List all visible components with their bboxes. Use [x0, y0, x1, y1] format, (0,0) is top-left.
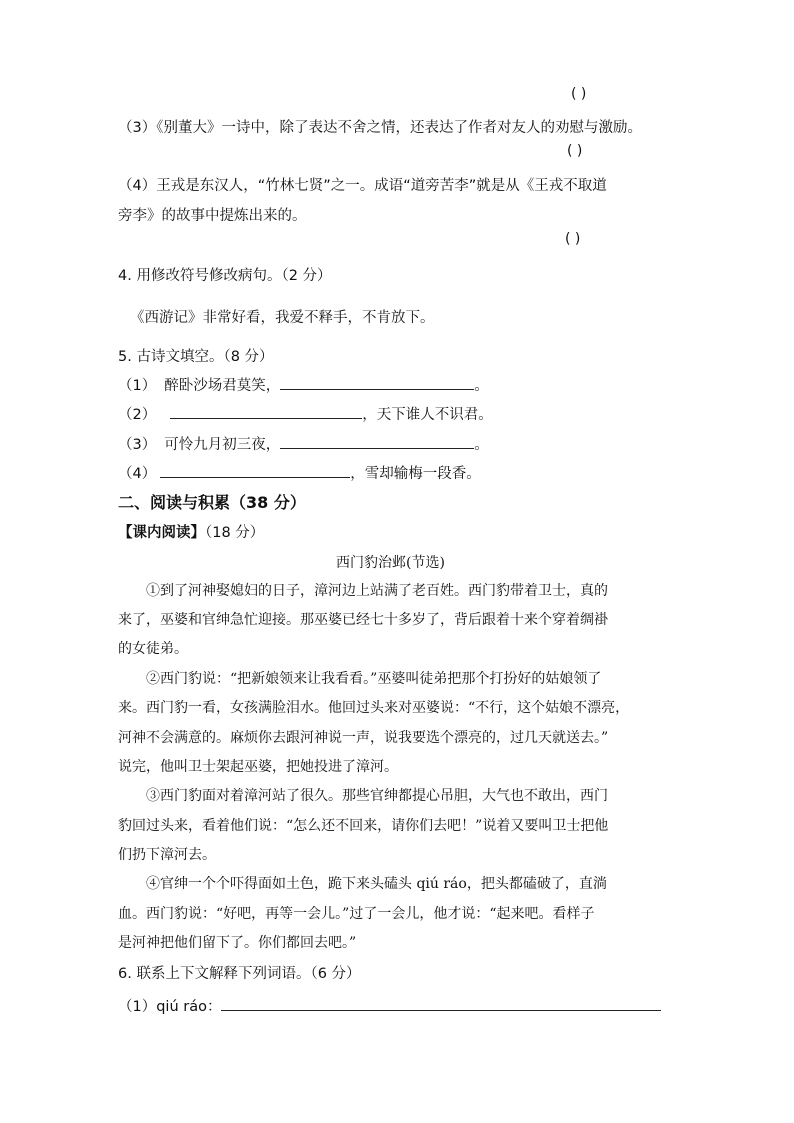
poem-text: 可怜九月初三夜，	[164, 437, 281, 453]
passage-title: 西门豹治邺(节选)	[336, 555, 445, 571]
passage-line: 河神不会满意的。麻烦你去跟河神说一声，说我要选个漂亮的，过几天就送去。”	[118, 730, 609, 746]
item-number: （3）	[118, 437, 157, 453]
passage-line: ④官绅一个个吓得面如土色，跪下来头磕头 qiú ráo，把头都磕破了，直淌	[146, 876, 607, 892]
fill-blank[interactable]	[160, 463, 350, 478]
poem-text: ，雪却输梅一段香。	[350, 466, 481, 482]
question-5-title: 5. 古诗文填空。（8 分）	[118, 349, 274, 365]
passage-line: 来了，巫婆和官绅急忙迎接。那巫婆已经七十多岁了，背后跟着十来个穿着绸褂	[118, 612, 608, 628]
poem-punct: 。	[474, 378, 489, 394]
question-6-title: 6. 联系上下文解释下列词语。（6 分）	[118, 966, 361, 982]
passage-line: ③西门豹面对着漳河站了很久。那些官绅都提心吊胆，大气也不敢出，西门	[146, 788, 608, 804]
item-number: （2）	[118, 407, 157, 423]
reading-label: 【课内阅读】	[118, 525, 205, 541]
item-label: （1）qiú ráo：	[118, 999, 222, 1015]
sick-sentence[interactable]: 《西游记》非常好看，我爱不释手，不肯放下。	[130, 310, 435, 326]
answer-paren-2[interactable]: ( )	[571, 86, 587, 102]
judgment-item-4-line2: 旁李》的故事中提炼出来的。	[118, 208, 307, 224]
passage-line: 豹回过头来，看着他们说：“怎么还不回来，请你们去吧！”说着又要叫卫士把他	[118, 818, 609, 834]
fill-blank[interactable]	[280, 434, 474, 449]
fill-blank[interactable]	[170, 404, 362, 419]
passage-line: 血。西门豹说：“好吧，再等一会儿。”过了一会儿，他才说：“起来吧。看样子	[118, 906, 595, 922]
fill-blank[interactable]	[280, 375, 474, 390]
poem-punct: 。	[474, 437, 489, 453]
item-number: （1）	[118, 378, 157, 394]
reading-score: （18 分）	[205, 525, 265, 541]
answer-line[interactable]	[221, 996, 661, 1011]
poem-fill-4	[118, 462, 481, 483]
passage-line: 是河神把他们留下了。你们都回去吧。”	[118, 935, 357, 951]
answer-paren-3[interactable]: ( )	[567, 143, 583, 159]
poem-fill-3	[118, 433, 489, 454]
question-4-title: 4. 用修改符号修改病句。（2 分）	[118, 268, 332, 284]
judgment-item-4-line1: （4）王戎是东汉人，“竹林七贤”之一。成语“道旁苦李”就是从《王戎不取道	[118, 178, 607, 194]
passage-line: ②西门豹说：“把新娘领来让我看看。”巫婆叫徒弟把那个打扮好的姑娘领了	[146, 671, 602, 687]
poem-fill-2	[118, 403, 493, 424]
section-2-title: 二、阅读与积累（38 分）	[118, 493, 306, 512]
passage-line: 们扔下漳河去。	[118, 847, 216, 863]
poem-text: ，天下谁人不识君。	[362, 407, 493, 423]
reading-header	[118, 521, 264, 542]
question-6-item-1	[118, 995, 661, 1016]
passage-line: ①到了河神娶媳妇的日子，漳河边上站满了老百姓。西门豹带着卫士，真的	[146, 583, 608, 599]
poem-text: 醉卧沙场君莫笑，	[164, 378, 281, 394]
answer-paren-4[interactable]: ( )	[565, 231, 581, 247]
passage-line: 来。西门豹一看，女孩满脸泪水。他回过头来对巫婆说：“不行，这个姑娘不漂亮，	[118, 700, 630, 716]
passage-line: 说完，他叫卫士架起巫婆，把她投进了漳河。	[118, 759, 398, 775]
item-number: （4）	[118, 466, 157, 482]
poem-fill-1	[118, 374, 489, 395]
passage-line: 的女徒弟。	[118, 641, 188, 657]
judgment-item-3: （3）《别董大》一诗中，除了表达不舍之情，还表达了作者对友人的劝慰与激励。	[118, 120, 642, 136]
